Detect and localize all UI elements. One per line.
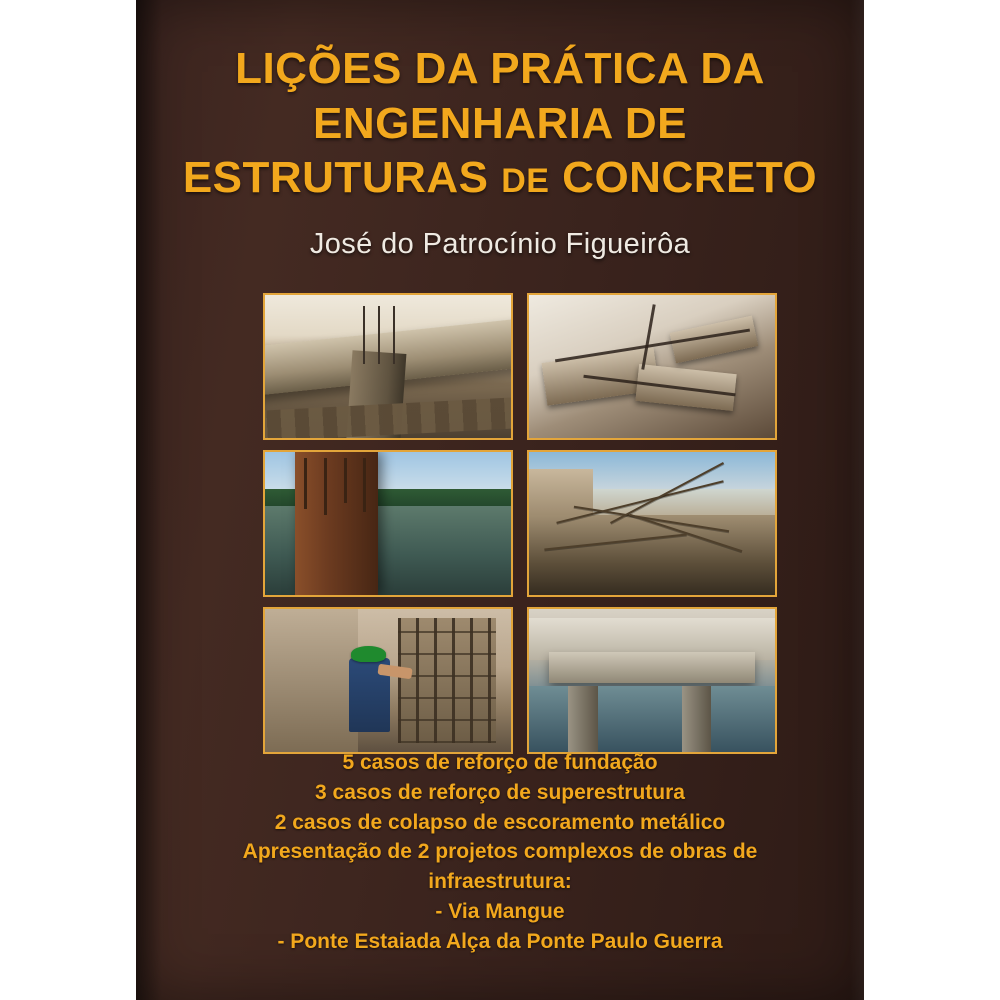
- photo-concrete-beam-over-water: [527, 607, 777, 754]
- book-cover: [136, 0, 864, 1000]
- title-line-3-part-b: DE: [501, 162, 550, 201]
- author-name: José do Patrocínio Figueirôa: [309, 228, 691, 260]
- blurb-line-7: - Ponte Estaiada Alça da Ponte Paulo Guerra: [277, 929, 723, 953]
- title-line-2: ENGENHARIA DE: [312, 98, 687, 148]
- photo-damaged-beam-timber-shoring: [263, 293, 513, 440]
- title-line-3-part-a: ESTRUTURAS: [182, 153, 502, 203]
- title-line-1: LIÇÕES DA PRÁTICA DA: [235, 44, 765, 93]
- book-title: [136, 42, 864, 206]
- blurb-line-1: 5 casos de reforço de fundação: [342, 751, 658, 774]
- photo-cracked-concrete-slab-spalling: [527, 293, 777, 440]
- photo-collapsed-shoring-rubble: [527, 450, 777, 597]
- photo-corroded-pile-at-waterline: [263, 450, 513, 597]
- photo-worker-green-helmet-rebar-cage: [263, 607, 513, 754]
- blurb-line-2: 3 casos de reforço de superestrutura: [315, 780, 685, 804]
- title-line-3: [182, 151, 818, 206]
- blurb-line-4: Apresentação de 2 projetos complexos de obras de: [242, 840, 758, 864]
- blurb-line-5: infraestrutura:: [428, 870, 572, 894]
- cover-blurb: [136, 748, 864, 957]
- blurb-line-3: 2 casos de colapso de escoramento metálico: [274, 810, 726, 834]
- title-line-3-part-c: CONCRETO: [549, 153, 818, 203]
- blurb-line-6: - Via Mangue: [435, 900, 565, 924]
- cover-photo-grid: [263, 293, 777, 754]
